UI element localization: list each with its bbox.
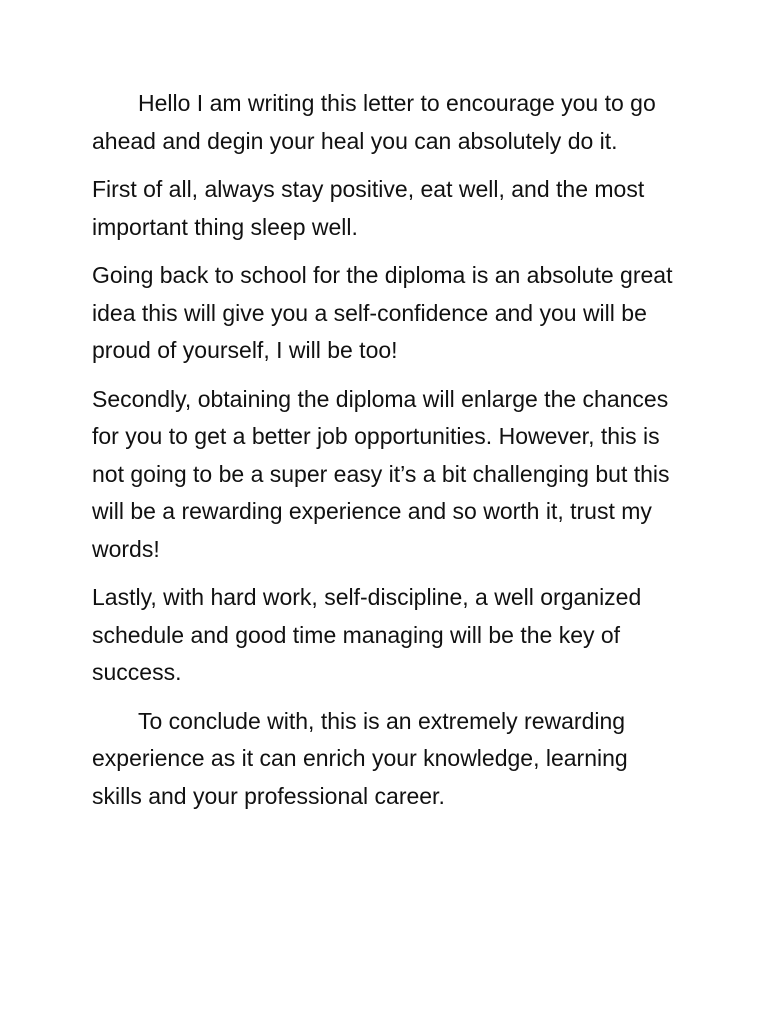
paragraph-first: First of all, always stay positive, eat well, and the most important thing sleep well. (92, 176, 645, 240)
paragraph-school: Going back to school for the diploma is an absolute great idea this will give you a self-confidence and you will be proud of yourself, I will be too! (92, 262, 673, 363)
paragraph-lastly: Lastly, with hard work, self-discipline, a well organized schedule and good time managing will be the key of success. (92, 584, 642, 685)
paragraph-secondly: Secondly, obtaining the diploma will enlarge the chances for you to get a better job opportunities. However, this is not going to be a super easy it’s a bit challenging but this will be a rewarding experience and so worth it, trust my words! (92, 385, 670, 562)
letter-body (92, 85, 682, 826)
paragraph-conclusion: To conclude with, this is an extremely rewarding experience as it can enrich your knowledge, learning skills and your professional career. (92, 707, 628, 809)
paragraph-intro: Hello I am writing this letter to encourage you to go ahead and degin your heal you can absolutely do it. (92, 90, 656, 154)
